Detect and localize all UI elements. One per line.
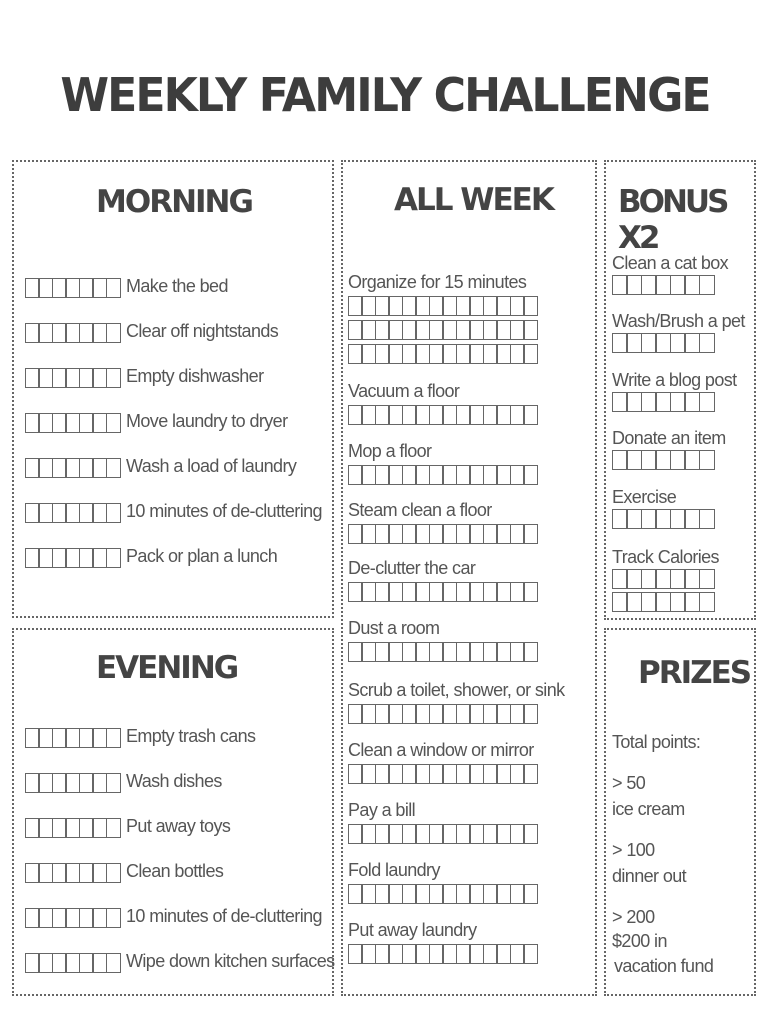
checkbox-row: [613, 592, 715, 612]
total-points-label: Total points:: [612, 732, 701, 752]
morning-task-label: Move laundry to dryer: [126, 411, 288, 431]
checkbox-row: [349, 824, 538, 844]
checkbox[interactable]: [523, 944, 538, 964]
prize-threshold-100: > 100: [612, 840, 655, 860]
checkbox[interactable]: [523, 344, 538, 364]
checkbox[interactable]: [523, 824, 538, 844]
prize-threshold-200: > 200: [612, 907, 655, 927]
checkbox-row: [613, 275, 715, 295]
evening-task-label: 10 minutes of de-cluttering: [126, 906, 322, 926]
checkbox-row: [26, 548, 121, 568]
checkbox[interactable]: [106, 503, 121, 523]
checkbox[interactable]: [523, 320, 538, 340]
checkbox-row: [349, 582, 538, 602]
checkbox[interactable]: [523, 884, 538, 904]
bonus-task-label: Track Calories: [612, 547, 719, 567]
checkbox-row: [26, 413, 121, 433]
checkbox-row: [349, 884, 538, 904]
checkbox-row: [26, 863, 121, 883]
evening-task-label: Wipe down kitchen surfaces: [126, 951, 335, 971]
bonus-task-label: Wash/Brush a pet: [612, 311, 745, 331]
morning-task-label: Clear off nightstands: [126, 321, 279, 341]
evening-task-label: Put away toys: [126, 816, 231, 836]
checkbox-row: [349, 642, 538, 662]
evening-task-label: Empty trash cans: [126, 726, 256, 746]
checkbox-row: [349, 704, 538, 724]
prize-reward-200: $200 in: [612, 931, 667, 951]
morning-task-label: Wash a load of laundry: [126, 456, 297, 476]
bonus-task-label: Clean a cat box: [612, 253, 729, 273]
evening-heading: EVENING: [96, 650, 238, 686]
checkbox-row: [349, 344, 538, 364]
prize-threshold-50: > 50: [612, 773, 646, 793]
checkbox[interactable]: [699, 450, 715, 470]
checkbox[interactable]: [699, 509, 715, 529]
bonus-task-label: Exercise: [612, 487, 677, 507]
bonus-task-label: Write a blog post: [612, 370, 737, 390]
checkbox-row: [613, 509, 715, 529]
checkbox[interactable]: [106, 323, 121, 343]
checkbox-row: [613, 392, 715, 412]
checkbox-row: [613, 333, 715, 353]
prize-reward-100: dinner out: [612, 866, 687, 886]
checkbox[interactable]: [523, 642, 538, 662]
checkbox-row: [26, 908, 121, 928]
all-week-task-label: Organize for 15 minutes: [348, 272, 527, 292]
all-week-task-label: Steam clean a floor: [348, 500, 492, 520]
checkbox-row: [26, 953, 121, 973]
checkbox[interactable]: [106, 728, 121, 748]
all-week-task-label: Scrub a toilet, shower, or sink: [348, 680, 565, 700]
checkbox[interactable]: [523, 296, 538, 316]
checkbox[interactable]: [523, 764, 538, 784]
checkbox-row: [26, 278, 121, 298]
all-week-task-label: Clean a window or mirror: [348, 740, 534, 760]
checkbox[interactable]: [106, 818, 121, 838]
checkbox[interactable]: [106, 413, 121, 433]
checkbox[interactable]: [699, 392, 715, 412]
checkbox[interactable]: [106, 863, 121, 883]
morning-task-label: Empty dishwasher: [126, 366, 264, 386]
checkbox[interactable]: [106, 908, 121, 928]
checkbox-row: [26, 503, 121, 523]
all-week-heading: ALL WEEK: [394, 182, 553, 218]
evening-task-label: Clean bottles: [126, 861, 224, 881]
checkbox-row: [26, 458, 121, 478]
checkbox[interactable]: [523, 465, 538, 485]
morning-task-label: 10 minutes of de-cluttering: [126, 501, 322, 521]
checkbox-row: [349, 405, 538, 425]
checkbox-row: [349, 320, 538, 340]
checkbox[interactable]: [523, 405, 538, 425]
morning-heading: MORNING: [96, 184, 252, 220]
checkbox-row: [349, 524, 538, 544]
checkbox[interactable]: [106, 953, 121, 973]
checkbox[interactable]: [699, 569, 715, 589]
checkbox-row: [349, 465, 538, 485]
prizes-heading: PRIZES: [638, 655, 751, 691]
checkbox[interactable]: [106, 548, 121, 568]
checkbox[interactable]: [106, 368, 121, 388]
checkbox-row: [613, 450, 715, 470]
checkbox[interactable]: [106, 278, 121, 298]
checkbox-row: [26, 773, 121, 793]
checkbox-row: [26, 368, 121, 388]
checkbox-row: [26, 323, 121, 343]
all-week-task-label: Dust a room: [348, 618, 440, 638]
all-week-task-label: Pay a bill: [348, 800, 416, 820]
checkbox[interactable]: [106, 458, 121, 478]
checkbox[interactable]: [106, 773, 121, 793]
checkbox-row: [613, 569, 715, 589]
all-week-task-label: Mop a floor: [348, 441, 432, 461]
morning-task-label: Pack or plan a lunch: [126, 546, 278, 566]
checkbox[interactable]: [523, 704, 538, 724]
checkbox[interactable]: [699, 275, 715, 295]
evening-task-label: Wash dishes: [126, 771, 222, 791]
checkbox[interactable]: [523, 582, 538, 602]
all-week-task-label: Put away laundry: [348, 920, 477, 940]
all-week-task-label: Vacuum a floor: [348, 381, 460, 401]
prize-reward-200-line2: vacation fund: [614, 956, 714, 976]
checkbox-row: [349, 944, 538, 964]
page-title: WEEKLY FAMILY CHALLENGE: [60, 68, 710, 122]
prize-reward-50: ice cream: [612, 799, 685, 819]
all-week-task-label: Fold laundry: [348, 860, 440, 880]
checkbox-row: [26, 818, 121, 838]
checkbox[interactable]: [699, 333, 715, 353]
checkbox-row: [26, 728, 121, 748]
checkbox-row: [349, 764, 538, 784]
morning-task-label: Make the bed: [126, 276, 228, 296]
checkbox[interactable]: [523, 524, 538, 544]
checkbox-row: [349, 296, 538, 316]
bonus-heading: BONUS X2: [618, 184, 727, 256]
checkbox[interactable]: [699, 592, 715, 612]
all-week-task-label: De-clutter the car: [348, 558, 476, 578]
bonus-task-label: Donate an item: [612, 428, 726, 448]
